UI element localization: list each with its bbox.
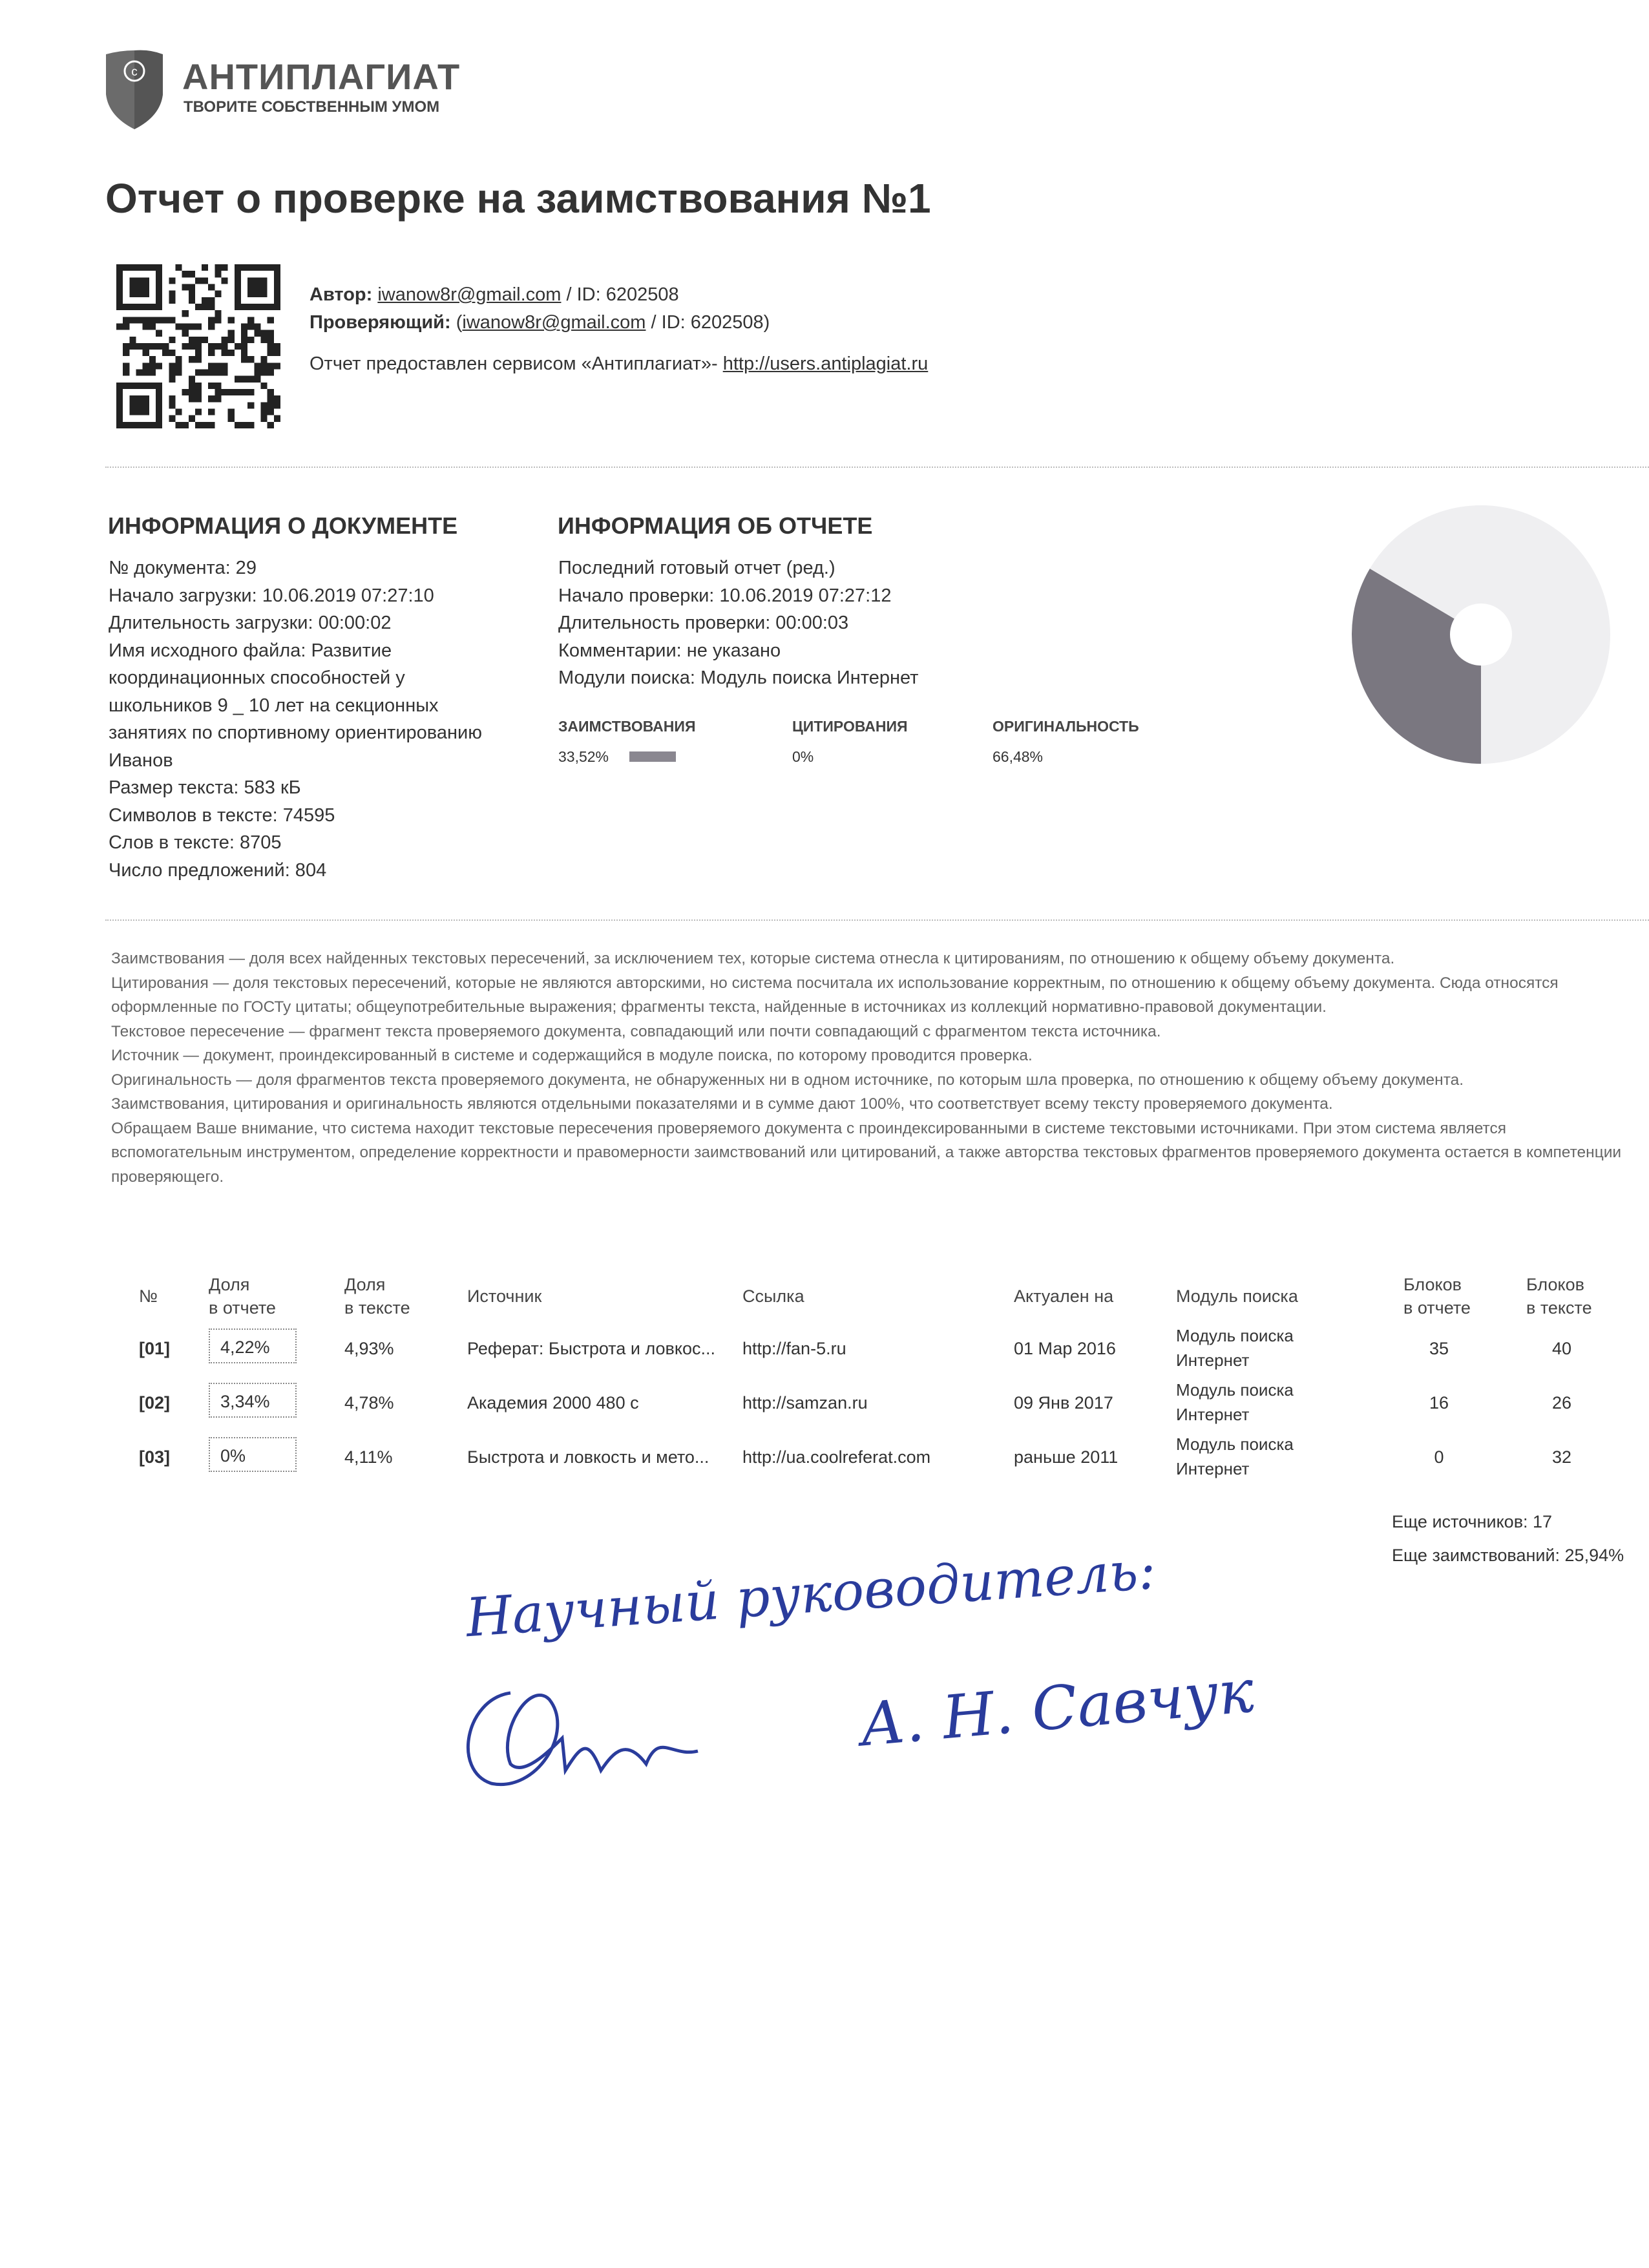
pie-hole xyxy=(1450,604,1512,666)
provided-text: Отчет предоставлен сервисом «Антиплагиат»- xyxy=(310,353,723,374)
cell-share-text: 4,11% xyxy=(344,1447,393,1467)
signature-name: А. Н. Савчук xyxy=(857,1656,1257,1760)
checker-label: Проверяющий: xyxy=(310,312,451,333)
service-link[interactable]: http://users.antiplagiat.ru xyxy=(722,353,929,374)
doc-info-line: Слов в тексте: 8705 xyxy=(109,832,282,853)
checker-email-link[interactable]: iwanow8r@gmail.com xyxy=(462,312,646,333)
column-header-share-report: Доля в отчете xyxy=(209,1275,276,1318)
definition-paragraph: Обращаем Ваше внимание, что система находит текстовые пересечения проверяемого документа с проиндексированными в системе текстовыми источниками. При этом система является вспомогательным инструментом, определение корректности и правомерности заимствований или цитирований, а также авторства текстовых фрагментов проверяемого документа остается в компетенции проверяющего. xyxy=(111,1119,1622,1186)
doc-info-line: Длительность загрузки: 00:00:02 xyxy=(109,613,392,633)
column-header-actual: Актуален на xyxy=(1014,1286,1114,1306)
definition-paragraph: Цитирования — доля текстовых пересечений, которые не являются авторскими, но система посчитала их использование корректным, по отношению к общему объему документа. Сюда относятся оформленные по ГОСТу цитаты; общеупотребительные выражения; фрагменты текста, найденные в источниках из коллекций нормативно-правовой документации. xyxy=(111,974,1559,1016)
column-header-source: Источник xyxy=(467,1286,542,1306)
page-title: Отчет о проверке на заимствования №1 xyxy=(105,175,931,222)
stat-originality-value: 66,48% xyxy=(993,748,1044,765)
cell-source[interactable]: Быстрота и ловкость и мето... xyxy=(467,1447,709,1467)
cell-share-text: 4,78% xyxy=(344,1393,394,1412)
cell-link[interactable]: http://ua.coolreferat.com xyxy=(742,1447,931,1467)
column-header-module: Модуль поиска xyxy=(1176,1286,1298,1306)
column-header-num: № xyxy=(139,1286,158,1306)
definition-paragraph: Оригинальность — доля фрагментов текста проверяемого документа, не обнаруженных ни в одном источнике, по которым шла проверка, по отношению к общему объему документа. xyxy=(111,1071,1464,1089)
checker-id: / ID: 6202508) xyxy=(646,312,770,333)
column-header-blocks-text: Блоков в тексте xyxy=(1526,1275,1592,1318)
checker-open: ( xyxy=(450,312,463,333)
cell-share-report: 4,22% xyxy=(209,1328,297,1363)
cell-blocks-text: 26 xyxy=(1551,1393,1572,1412)
cell-blocks-report: 35 xyxy=(1429,1339,1449,1358)
more-borrowings: Еще заимствований: 25,94% xyxy=(1392,1546,1624,1565)
report-info-heading: ИНФОРМАЦИЯ ОБ ОТЧЕТЕ xyxy=(558,512,873,539)
report-info-line: Модули поиска: Модуль поиска Интернет xyxy=(558,667,919,688)
doc-info-line: Иванов xyxy=(109,750,173,771)
cell-source[interactable]: Академия 2000 480 с xyxy=(467,1393,639,1412)
cell-link[interactable]: http://samzan.ru xyxy=(742,1393,868,1412)
originality-pie-chart xyxy=(1345,499,1617,773)
stat-borrowings-label: ЗАИМСТВОВАНИЯ xyxy=(558,718,696,735)
column-header-blocks-report: Блоков в отчете xyxy=(1403,1275,1471,1318)
logo-name: АНТИПЛАГИАТ xyxy=(182,56,461,97)
stat-citations-value: 0% xyxy=(792,748,814,765)
cell-link[interactable]: http://fan-5.ru xyxy=(742,1339,846,1358)
doc-info-line: Символов в тексте: 74595 xyxy=(109,804,335,826)
signature-mark-icon xyxy=(452,1674,750,1800)
cell-blocks-text: 40 xyxy=(1551,1339,1572,1358)
doc-info-list xyxy=(109,554,482,884)
cell-actual: 01 Мар 2016 xyxy=(1014,1339,1116,1358)
divider xyxy=(105,919,1649,921)
stat-citations-label: ЦИТИРОВАНИЯ xyxy=(792,718,908,735)
logo-tagline: ТВОРИТЕ СОБСТВЕННЫМ УМОМ xyxy=(184,98,440,116)
checker-line xyxy=(310,312,770,333)
cell-share-report: 3,34% xyxy=(209,1383,297,1418)
stat-borrowings-value: 33,52% xyxy=(558,748,609,765)
definition-paragraph: Текстовое пересечение — фрагмент текста проверяемого документа, совпадающий или почти совпадающий с фрагментом текста источника. xyxy=(111,1022,1161,1040)
doc-info-line: координационных способностей у xyxy=(109,667,405,688)
author-email-link[interactable]: iwanow8r@gmail.com xyxy=(377,284,562,305)
author-label: Автор: xyxy=(310,284,373,305)
doc-info-line: Имя исходного файла: Развитие xyxy=(109,640,392,661)
definition-paragraph: Источник — документ, проиндексированный в системе и содержащийся в модуле поиска, по которому проводится проверка. xyxy=(111,1047,1033,1064)
cell-blocks-report: 16 xyxy=(1429,1393,1449,1412)
column-header-share-text: Доля в тексте xyxy=(344,1275,410,1318)
provided-line xyxy=(310,353,928,375)
author-line xyxy=(310,284,679,306)
author-id: / ID: 6202508 xyxy=(561,284,679,305)
stat-originality-label: ОРИГИНАЛЬНОСТЬ xyxy=(993,718,1139,735)
report-info-line: Начало проверки: 10.06.2019 07:27:12 xyxy=(558,585,892,606)
report-info-line: Длительность проверки: 00:00:03 xyxy=(558,613,849,633)
report-info-line: Комментарии: не указано xyxy=(558,640,781,661)
doc-info-line: Число предложений: 804 xyxy=(109,859,327,881)
report-info-line: Последний готовый отчет (ред.) xyxy=(558,558,835,578)
doc-info-line: Размер текста: 583 кБ xyxy=(109,777,301,798)
cell-actual: 09 Янв 2017 xyxy=(1014,1393,1113,1412)
definition-paragraph: Заимствования — доля всех найденных текстовых пересечений, за исключением тех, которые система отнесла к цитированиям, по отношению к общему объему документа. xyxy=(111,950,1395,967)
cell-module: Модуль поиска Интернет xyxy=(1176,1380,1294,1424)
definition-paragraph: Заимствования, цитирования и оригинальность являются отдельными показателями и в сумме дают 100%, что соответствует всему тексту проверяемого документа. xyxy=(111,1095,1333,1113)
logo-shield-icon xyxy=(103,49,165,134)
column-header-link: Ссылка xyxy=(742,1286,804,1306)
doc-info-heading: ИНФОРМАЦИЯ О ДОКУМЕНТЕ xyxy=(108,512,458,539)
doc-info-line: занятиях по спортивному ориентированию xyxy=(109,722,482,743)
cell-module: Модуль поиска Интернет xyxy=(1176,1326,1294,1370)
cell-source[interactable]: Реферат: Быстрота и ловкос... xyxy=(467,1339,716,1358)
definitions-text xyxy=(111,947,1630,1189)
cell-share-report: 0% xyxy=(209,1437,297,1472)
more-sources: Еще источников: 17 xyxy=(1392,1512,1553,1531)
signature-caption: Научный руководитель: xyxy=(463,1539,1158,1650)
cell-blocks-report: 0 xyxy=(1434,1447,1444,1467)
cell-num: [01] xyxy=(139,1339,171,1358)
report-info-list xyxy=(558,554,918,692)
cell-blocks-text: 32 xyxy=(1551,1447,1572,1467)
cell-num: [03] xyxy=(139,1447,171,1467)
doc-info-line: Начало загрузки: 10.06.2019 07:27:10 xyxy=(109,585,434,606)
cell-num: [02] xyxy=(139,1393,171,1412)
doc-info-line: школьников 9 _ 10 лет на секционных xyxy=(109,695,439,716)
doc-info-line: № документа: 29 xyxy=(109,558,257,578)
borrowings-bar xyxy=(629,751,676,762)
cell-actual: раньше 2011 xyxy=(1014,1447,1119,1467)
qr-code-icon xyxy=(116,262,280,434)
cell-share-text: 4,93% xyxy=(344,1339,394,1358)
svg-text:c: c xyxy=(131,65,138,79)
divider xyxy=(105,467,1649,468)
cell-module: Модуль поиска Интернет xyxy=(1176,1434,1294,1478)
